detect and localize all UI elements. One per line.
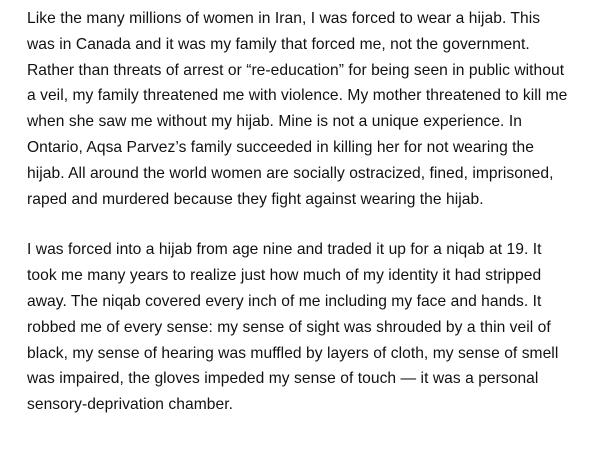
- text-line: Like the many millions of women in Iran, I was forced to wear a hijab. This: [27, 10, 541, 27]
- text-line: away. The niqab covered every inch of me including my face and hands. It: [27, 292, 542, 310]
- text-line: took me many years to realize just how much of my identity it had stripped: [27, 267, 542, 285]
- text-line: a veil, my family threatened me with violence. My mother threatened to kill me: [27, 87, 568, 105]
- text-line: Rather than threats of arrest or “re-education” for being seen in public without: [27, 61, 565, 79]
- text-line: Ontario, Aqsa Parvez’s family succeeded in killing her for not wearing the: [27, 138, 535, 156]
- text-line: robbed me of every sense: my sense of sight was shrouded by a thin veil of: [27, 318, 551, 336]
- text-line: hijab. All around the world women are socially ostracized, fined, imprisoned,: [27, 164, 554, 182]
- text-line: sensory-deprivation chamber.: [27, 396, 233, 414]
- paragraph-1: [27, 6, 582, 212]
- text-line: black, my sense of hearing was muffled by layers of cloth, my sense of smell: [27, 344, 559, 362]
- text-line: I was forced into a hijab from age nine and traded it up for a niqab at 19. It: [27, 241, 542, 259]
- text-line: was impaired, the gloves impeded my sense of touch — it was a personal: [27, 370, 539, 388]
- paragraph-2: [27, 237, 582, 418]
- text-line: was in Canada and it was my family that forced me, not the government.: [27, 35, 530, 53]
- text-line: raped and murdered because they fight against wearing the hijab.: [27, 190, 484, 208]
- text-line: when she saw me without my hijab. Mine is not a unique experience. In: [27, 113, 522, 131]
